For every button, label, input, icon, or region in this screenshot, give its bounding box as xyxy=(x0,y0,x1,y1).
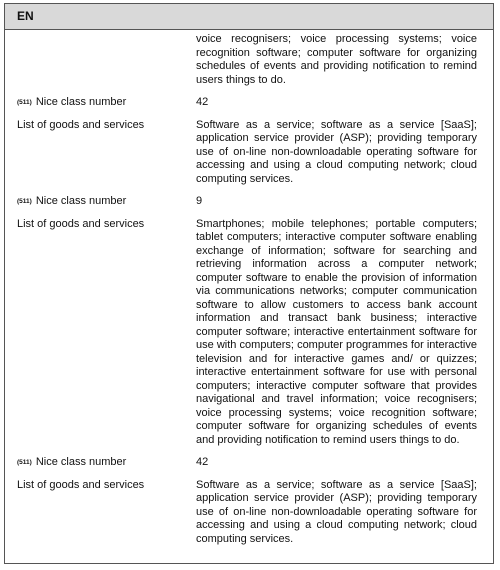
language-header xyxy=(5,4,493,30)
goods-services-text: Smartphones; mobile telephones; portable computers; tablet computers; interactive computer software enabling exchange of information; software for searching and retrieving information across a computer network; computer software to enable the provision of information via communications networks; computer communication software to allow customers to access bank account information and transact bank business; interactive computer software; interactive entertainment software for use with computers; computer programmes for interactive television and for interactive games and/ or quizzes; interactive entertainment software for use with personal computers; interactive computer software that provides navigational and travel information; voice recognisers; voice processing systems; voice recognition software; computer software for organizing schedules of events and providing notification to remind users things to do. xyxy=(196,217,477,446)
goods-services-text: Software as a service; software as a service [SaaS]; application service provider (ASP); providing temporary use of on-line non-downloadable operating software for accessing and using a cloud computing network; cloud computing services. xyxy=(196,118,477,185)
goods-services-text: Software as a service; software as a service [SaaS]; application service provider (ASP); providing temporary use of on-line non-downloadable operating software for accessing and using a cloud computing network; cloud computing services. xyxy=(196,478,477,545)
goods-services-row xyxy=(5,119,493,187)
nice-class-row xyxy=(5,456,493,470)
trademark-record-table xyxy=(4,3,494,564)
nice-class-label-cell xyxy=(5,96,196,110)
goods-services-label: List of goods and services xyxy=(17,478,145,491)
nice-class-row xyxy=(5,96,493,110)
nice-class-label: Nice class number xyxy=(35,96,127,108)
record-content xyxy=(5,30,493,546)
empty-label-cell xyxy=(5,30,196,87)
nice-class-label: Nice class number xyxy=(35,456,127,468)
inid-code: (511) xyxy=(17,459,32,466)
nice-class-label-cell xyxy=(5,456,196,470)
nice-class-number: 9 xyxy=(196,195,203,207)
nice-class-label-cell xyxy=(5,195,196,209)
goods-services-label: List of goods and services xyxy=(17,217,145,230)
nice-class-number: 42 xyxy=(196,456,209,468)
goods-services-row xyxy=(5,218,493,448)
language-code: EN xyxy=(17,9,34,23)
nice-class-row xyxy=(5,195,493,209)
nice-class-label: Nice class number xyxy=(35,195,127,207)
goods-services-row xyxy=(5,479,493,547)
nice-class-number: 42 xyxy=(196,96,209,108)
continued-goods-text: voice recognisers; voice processing systems; voice recognition software; computer software for organizing schedules of events and providing notification to remind users things to do. xyxy=(196,33,477,86)
inid-code: (511) xyxy=(17,99,32,106)
inid-code: (511) xyxy=(17,198,32,205)
goods-services-label: List of goods and services xyxy=(17,118,145,131)
continued-goods-row xyxy=(5,30,493,87)
